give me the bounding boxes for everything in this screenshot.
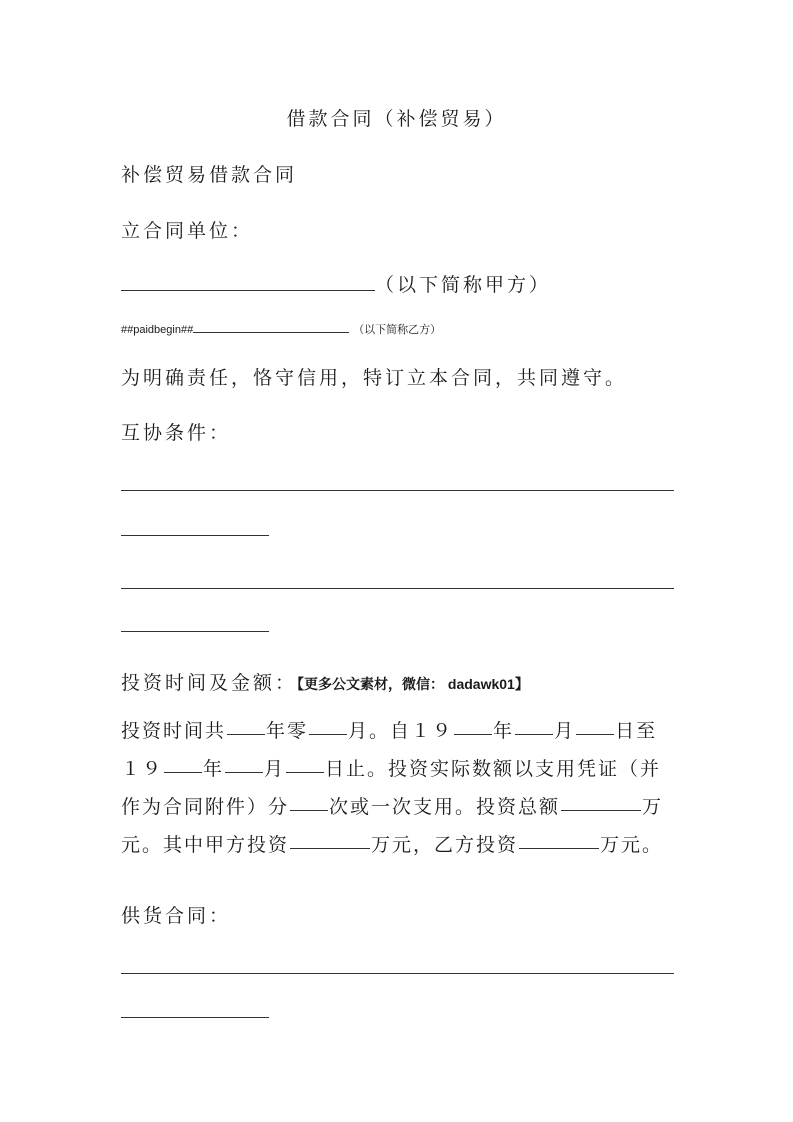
party-b-suffix: （以下简称乙方）: [353, 324, 442, 336]
cooperation-rule-2b: [121, 631, 269, 632]
start-month-blank[interactable]: [515, 712, 553, 735]
text-segment: 日至: [615, 720, 658, 742]
text-segment: 次或一次支用。投资总额: [329, 796, 561, 818]
installments-blank[interactable]: [290, 788, 328, 811]
years-blank[interactable]: [227, 712, 265, 735]
subtitle: 补偿贸易借款合同: [121, 164, 298, 186]
party-a-suffix: （以下简称甲方）: [375, 274, 552, 296]
text-segment: 万: [642, 796, 664, 818]
party-a-amount-blank[interactable]: [290, 826, 370, 849]
months-blank[interactable]: [309, 712, 347, 735]
end-year-blank[interactable]: [164, 750, 202, 773]
start-day-blank[interactable]: [576, 712, 614, 735]
investment-label: 投资时间及金额：: [121, 672, 298, 694]
text-segment: 月。自１９: [348, 720, 454, 742]
investment-row-2: [121, 750, 674, 788]
text-segment: 年: [203, 758, 225, 780]
text-segment: 投资时间共: [121, 720, 227, 742]
investment-row-3: [121, 788, 674, 826]
supply-label: 供货合同：: [121, 905, 232, 927]
end-day-blank[interactable]: [286, 750, 324, 773]
investment-row-4: [121, 826, 674, 864]
investment-row-1: [121, 712, 674, 750]
party-b-amount-blank[interactable]: [519, 826, 599, 849]
text-segment: 年: [493, 720, 515, 742]
party-b-prefix: ##paidbegin##: [121, 324, 194, 336]
text-segment: 月: [264, 758, 286, 780]
total-amount-blank[interactable]: [561, 788, 641, 811]
party-b-blank[interactable]: [193, 321, 349, 333]
text-segment: 作为合同附件）分: [121, 796, 290, 818]
text-segment: 月: [554, 720, 576, 742]
start-year-blank[interactable]: [454, 712, 492, 735]
text-segment: 元。其中甲方投资: [121, 834, 290, 856]
cooperation-rule-1: [121, 490, 674, 491]
text-segment: 年零: [266, 720, 309, 742]
text-segment: 万元，乙方投资: [371, 834, 519, 856]
party-a-blank[interactable]: [121, 274, 375, 291]
investment-paragraph: [121, 712, 674, 864]
cooperation-rule-2: [121, 588, 674, 589]
parties-label: 立合同单位：: [121, 220, 254, 242]
preamble: 为明确责任，恪守信用，特订立本合同，共同遵守。: [121, 367, 628, 389]
page-title: 借款合同（补偿贸易）: [286, 108, 507, 130]
text-segment: 日止。投资实际数额以支用凭证（并: [325, 758, 662, 780]
text-segment: 万元。: [600, 834, 664, 856]
text-segment: １９: [121, 758, 164, 780]
party-b-line: [121, 321, 441, 337]
cooperation-label: 互协条件：: [121, 422, 232, 444]
investment-heading: [121, 668, 529, 695]
ad-text: 【更多公文素材，微信： dadawk01】: [297, 676, 529, 692]
cooperation-rule-1b: [121, 535, 269, 536]
party-a-line: [121, 270, 551, 297]
supply-rule-1: [121, 973, 674, 974]
supply-rule-1b: [121, 1017, 269, 1018]
end-month-blank[interactable]: [225, 750, 263, 773]
